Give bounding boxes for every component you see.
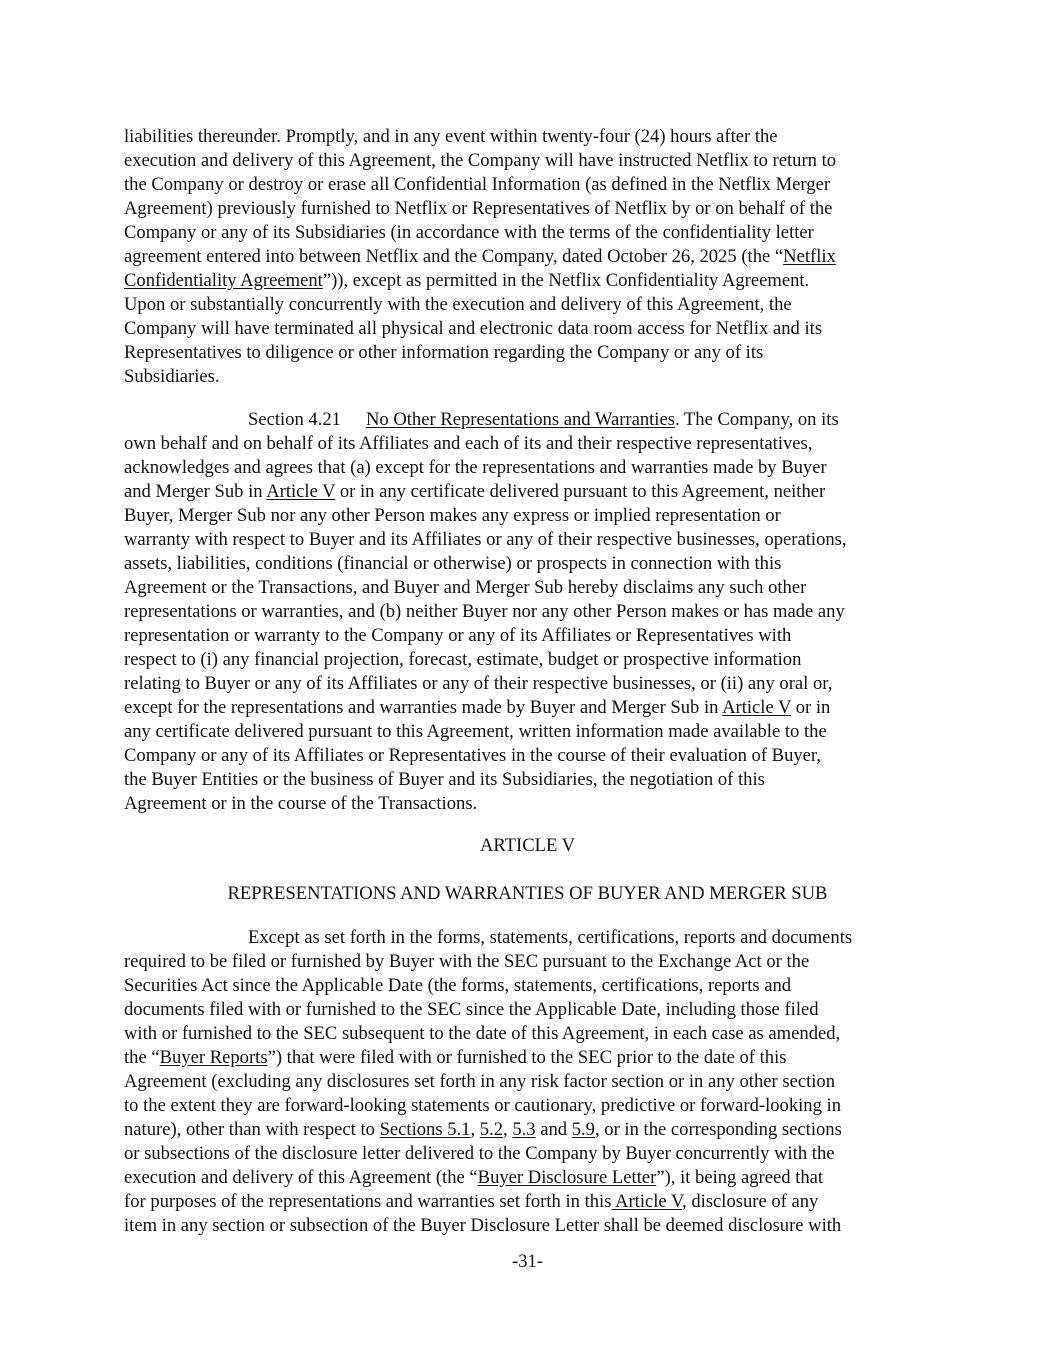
text-line: with or furnished to the SEC subsequent to the date of this Agreement, in each case as amended, <box>124 1023 841 1044</box>
text-line: Representatives to diligence or other information regarding the Company or any of its <box>124 342 764 363</box>
text-line <box>124 1046 787 1070</box>
text-line: the Company or destroy or erase all Confidential Information (as defined in the Netflix Merger <box>124 174 831 195</box>
cross-reference-section-5-2: 5.2 <box>479 1119 504 1140</box>
text-segment: nature), other than with respect to <box>124 1119 380 1140</box>
text-line <box>124 245 836 269</box>
text-line: to the extent they are forward-looking statements or cautionary, predictive or forward-looking in <box>124 1095 841 1116</box>
text-segment: the “ <box>124 1047 160 1068</box>
text-line: Buyer, Merger Sub nor any other Person makes any express or implied representation or <box>124 505 781 526</box>
section-title: No Other Representations and Warranties <box>365 409 675 430</box>
article-title: REPRESENTATIONS AND WARRANTIES OF BUYER AND MERGER SUB <box>227 883 828 904</box>
cross-reference-article-v: Article V <box>611 1191 683 1212</box>
text-line: Subsidiaries. <box>124 366 220 387</box>
text-segment: , <box>503 1119 513 1140</box>
text-segment: agreement entered into between Netflix and the Company, dated October 26, 2025 (the “ <box>124 246 784 267</box>
text-line: Company or any of its Affiliates or Representatives in the course of their evaluation of Buyer, <box>124 745 822 766</box>
text-line <box>124 480 825 504</box>
page-number: -31- <box>512 1251 543 1272</box>
text-line: representations or warranties, and (b) neither Buyer nor any other Person makes or has made any <box>124 601 845 622</box>
text-segment: , disclosure of any <box>682 1191 819 1212</box>
text-line: relating to Buyer or any of its Affiliates or any of their respective businesses, or (ii) any oral or, <box>124 673 833 694</box>
text-segment: ”) that were filed with or furnished to the SEC prior to the date of this <box>267 1047 787 1068</box>
text-segment: for purposes of the representations and warranties set forth in this <box>124 1191 612 1212</box>
cross-reference-section-5-3: 5.3 <box>512 1119 536 1140</box>
text-line <box>124 1118 842 1142</box>
text-line: Agreement) previously furnished to Netflix or Representatives of Netflix by or on behalf of the <box>124 198 833 219</box>
defined-term-netflix: Netflix <box>783 246 836 267</box>
text-line: item in any section or subsection of the Buyer Disclosure Letter shall be deemed disclosure with <box>124 1215 842 1236</box>
defined-term-confidentiality-agreement: Confidentiality Agreement <box>124 270 323 291</box>
text-line: Agreement or in the course of the Transactions. <box>124 793 478 814</box>
text-segment: and Merger Sub in <box>124 481 267 502</box>
text-line <box>124 1190 818 1214</box>
defined-term-buyer-disclosure-letter: Buyer Disclosure Letter <box>477 1167 657 1188</box>
text-line <box>248 408 839 432</box>
text-line: required to be filed or furnished by Buyer with the SEC pursuant to the Exchange Act or the <box>124 951 810 972</box>
text-line: own behalf and on behalf of its Affiliates and each of its and their respective representatives, <box>124 433 813 454</box>
text-segment: or in any certificate delivered pursuant to this Agreement, neither <box>335 481 826 502</box>
text-line: acknowledges and agrees that (a) except for the representations and warranties made by Buyer <box>124 457 827 478</box>
text-line: the Buyer Entities or the business of Buyer and its Subsidiaries, the negotiation of this <box>124 769 765 790</box>
text-line: representation or warranty to the Company or any of its Affiliates or Representatives with <box>124 625 792 646</box>
text-line: Agreement (excluding any disclosures set forth in any risk factor section or in any other section <box>124 1071 836 1092</box>
text-line: or subsections of the disclosure letter delivered to the Company by Buyer concurrently with the <box>124 1143 835 1164</box>
text-segment: except for the representations and warranties made by Buyer and Merger Sub in <box>124 697 723 718</box>
text-line: Company will have terminated all physical and electronic data room access for Netflix and its <box>124 318 823 339</box>
text-line: Agreement or the Transactions, and Buyer and Merger Sub hereby disclaims any such other <box>124 577 807 598</box>
text-line: Company or any of its Subsidiaries (in accordance with the terms of the confidentiality letter <box>124 222 814 243</box>
cross-reference-section-5-9: 5.9 <box>571 1119 595 1140</box>
text-line: execution and delivery of this Agreement, the Company will have instructed Netflix to return to <box>124 150 837 171</box>
text-line <box>124 696 830 720</box>
text-segment: , <box>470 1119 480 1140</box>
text-line: Except as set forth in the forms, statements, certifications, reports and documents <box>248 927 853 948</box>
text-segment: and <box>535 1119 572 1140</box>
text-line: warranty with respect to Buyer and its Affiliates or any of their respective businesses, operations, <box>124 529 847 550</box>
text-segment: ”)), except as permitted in the Netflix Confidentiality Agreement. <box>322 270 810 291</box>
text-line: Upon or substantially concurrently with the execution and delivery of this Agreement, the <box>124 294 792 315</box>
text-segment: or in <box>791 697 831 718</box>
cross-reference-article-v: Article V <box>722 697 792 718</box>
section-number: Section 4.21 <box>248 409 341 430</box>
cross-reference-article-v: Article V <box>266 481 336 502</box>
text-segment: , or in the corresponding sections <box>594 1119 842 1140</box>
text-line: Securities Act since the Applicable Date (the forms, statements, certifications, reports and <box>124 975 792 996</box>
text-segment: ”), it being agreed that <box>656 1167 824 1188</box>
text-line <box>124 269 809 293</box>
cross-reference-section-5-1: Sections 5.1 <box>379 1119 471 1140</box>
text-line: any certificate delivered pursuant to this Agreement, written information made available to the <box>124 721 827 742</box>
text-segment: execution and delivery of this Agreement (the “ <box>124 1167 478 1188</box>
text-segment: . The Company, on its <box>674 409 839 430</box>
text-line: assets, liabilities, conditions (financial or otherwise) or prospects in connection with this <box>124 553 782 574</box>
text-line: documents filed with or furnished to the SEC since the Applicable Date, including those filed <box>124 999 819 1020</box>
text-line: liabilities thereunder. Promptly, and in any event within twenty-four (24) hours after the <box>124 126 778 147</box>
text-line: respect to (i) any financial projection, forecast, estimate, budget or prospective information <box>124 649 802 670</box>
text-line <box>124 1166 823 1190</box>
article-heading: ARTICLE V <box>479 835 576 856</box>
defined-term-buyer-reports: Buyer Reports <box>159 1047 268 1068</box>
